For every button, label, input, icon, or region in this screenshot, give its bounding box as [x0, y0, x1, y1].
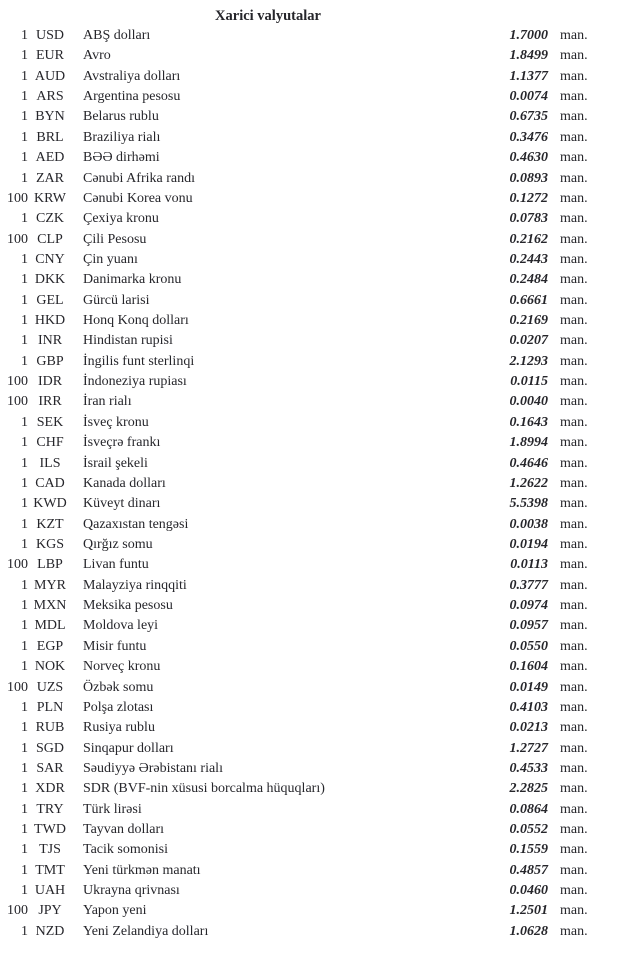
currency-code-cell: USD	[35, 28, 64, 43]
quantity-cell: 1	[21, 455, 28, 471]
rate-value-cell: 0.0974	[509, 598, 548, 614]
quantity-cell: 1	[21, 414, 28, 430]
rate-value-cell: 0.4857	[509, 862, 548, 878]
rate-value-cell: 0.0552	[509, 822, 548, 838]
rate-value-cell: 0.2169	[509, 313, 548, 329]
currency-code-cell: PLN	[36, 699, 64, 715]
currency-code-cell: CHF	[36, 435, 64, 451]
unit-label-cell: man.	[560, 659, 588, 675]
quantity-cell: 100	[7, 394, 28, 410]
currency-name-cell: Tacik somonisi	[83, 842, 168, 858]
quantity-cell: 100	[7, 679, 28, 695]
currency-code-cell: TMT	[35, 862, 65, 878]
currency-code-cell: RUB	[35, 720, 65, 736]
currency-row	[0, 128, 620, 148]
currency-code-cell: BRL	[36, 129, 64, 145]
quantity-cell: 1	[21, 740, 28, 756]
currency-code-cell: INR	[37, 333, 63, 349]
currency-code-cell: GBP	[36, 353, 64, 369]
quantity-cell: 1	[21, 720, 28, 736]
currency-code-cell: CNY	[35, 251, 65, 267]
currency-row	[0, 678, 620, 698]
currency-row	[0, 840, 620, 860]
rate-value-cell: 1.8994	[509, 435, 548, 451]
currency-row	[0, 718, 620, 738]
unit-label-cell: man.	[560, 923, 588, 939]
currency-name-cell: Qazaxıstan tengəsi	[83, 516, 189, 532]
currency-row	[0, 209, 620, 229]
unit-label-cell: man.	[560, 272, 588, 288]
unit-label-cell: man.	[560, 760, 588, 776]
unit-label-cell: man.	[560, 89, 588, 105]
currency-row	[0, 515, 620, 535]
currency-name-cell: Ukrayna qrivnası	[83, 883, 180, 899]
rate-value-cell: 2.2825	[509, 781, 548, 797]
currency-row	[0, 657, 620, 677]
quantity-cell: 1	[21, 618, 28, 634]
currency-row	[0, 596, 620, 616]
quantity-cell: 1	[21, 862, 28, 878]
quantity-cell: 1	[21, 353, 28, 369]
rate-value-cell: 1.0628	[509, 923, 548, 939]
currency-name-cell: Gürcü larisi	[83, 292, 150, 308]
rate-value-cell: 0.2443	[509, 251, 548, 267]
rate-value-cell: 5.5398	[509, 496, 548, 512]
currency-code-cell: NOK	[34, 659, 66, 675]
currency-name-cell: Çexiya kronu	[83, 211, 159, 227]
rate-value-cell: 0.0864	[509, 801, 548, 817]
quantity-cell: 1	[21, 170, 28, 186]
currency-code-cell: CAD	[35, 475, 65, 491]
rate-value-cell: 0.4630	[509, 150, 548, 166]
rate-value-cell: 0.1604	[509, 659, 548, 675]
unit-label-cell: man.	[560, 822, 588, 838]
quantity-cell: 1	[21, 801, 28, 817]
currency-name-cell: Cənubi Afrika randı	[83, 170, 195, 186]
currency-code-cell: CLP	[37, 231, 63, 247]
currency-row	[0, 46, 620, 66]
currency-row	[0, 739, 620, 759]
currency-name-cell: Honq Konq dolları	[83, 313, 189, 329]
unit-label-cell: man.	[560, 496, 588, 512]
currency-row	[0, 352, 620, 372]
rate-value-cell: 0.0038	[509, 516, 548, 532]
quantity-cell: 1	[21, 150, 28, 166]
currency-name-cell: Səudiyyə Ərəbistanı rialı	[83, 760, 223, 776]
quantity-cell: 1	[21, 699, 28, 715]
quantity-cell: 1	[21, 333, 28, 349]
currency-name-cell: Malayziya rinqqiti	[83, 577, 187, 593]
page-title: Xarici valyutalar	[215, 8, 321, 24]
currency-name-cell: İndoneziya rupiası	[83, 374, 187, 390]
unit-label-cell: man.	[560, 435, 588, 451]
currency-name-cell: Danimarka kronu	[83, 272, 182, 288]
currency-name-cell: Yeni türkmən manatı	[83, 862, 201, 878]
quantity-cell: 1	[21, 68, 28, 84]
quantity-cell: 1	[21, 28, 28, 43]
currency-code-cell: EUR	[36, 48, 64, 64]
quantity-cell: 1	[21, 577, 28, 593]
currency-name-cell: Çili Pesosu	[83, 231, 147, 247]
currency-code-cell: KZT	[36, 516, 64, 532]
rate-value-cell: 0.0460	[509, 883, 548, 899]
currency-code-cell: IRR	[38, 394, 62, 410]
currency-row	[0, 26, 620, 46]
currency-code-cell: ZAR	[36, 170, 64, 186]
unit-label-cell: man.	[560, 781, 588, 797]
unit-label-cell: man.	[560, 557, 588, 573]
currency-name-cell: Norveç kronu	[83, 659, 161, 675]
currency-name-cell: İsveç kronu	[83, 414, 149, 430]
rate-value-cell: 1.2501	[509, 903, 548, 919]
currency-code-cell: TJS	[39, 842, 61, 858]
currency-row	[0, 698, 620, 718]
currency-name-cell: Türk lirəsi	[83, 801, 142, 817]
unit-label-cell: man.	[560, 414, 588, 430]
unit-label-cell: man.	[560, 231, 588, 247]
rate-value-cell: 0.0149	[509, 679, 548, 695]
currency-name-cell: Yeni Zelandiya dolları	[83, 923, 209, 939]
currency-name-cell: Misir funtu	[83, 638, 147, 654]
currency-name-cell: Qırğız somu	[83, 536, 153, 552]
quantity-cell: 1	[21, 760, 28, 776]
rate-value-cell: 0.0957	[509, 618, 548, 634]
currency-code-cell: MYR	[34, 577, 66, 593]
quantity-cell: 1	[21, 48, 28, 64]
unit-label-cell: man.	[560, 598, 588, 614]
currency-row	[0, 67, 620, 87]
currency-code-cell: BYN	[35, 109, 65, 125]
currency-row	[0, 576, 620, 596]
rate-value-cell: 0.0115	[510, 374, 548, 390]
rate-value-cell: 0.0893	[509, 170, 548, 186]
currency-code-cell: ARS	[36, 89, 64, 105]
currency-row	[0, 494, 620, 514]
currency-name-cell: İsrail şekeli	[83, 455, 148, 471]
currency-code-cell: MXN	[33, 598, 67, 614]
currency-code-cell: CZK	[36, 211, 64, 227]
currency-code-cell: AUD	[34, 68, 66, 84]
unit-label-cell: man.	[560, 862, 588, 878]
currency-row	[0, 922, 620, 942]
currency-row	[0, 230, 620, 250]
quantity-cell: 1	[21, 435, 28, 451]
currency-name-cell: Hindistan rupisi	[83, 333, 173, 349]
quantity-cell: 1	[21, 842, 28, 858]
unit-label-cell: man.	[560, 109, 588, 125]
unit-label-cell: man.	[560, 699, 588, 715]
currency-row	[0, 311, 620, 331]
unit-label-cell: man.	[560, 842, 588, 858]
rate-value-cell: 0.4533	[509, 760, 548, 776]
currency-name-cell: Kanada dolları	[83, 475, 166, 491]
rate-value-cell: 0.0213	[509, 720, 548, 736]
rate-value-cell: 0.1272	[509, 190, 548, 206]
currency-code-cell: KRW	[34, 190, 66, 206]
currency-name-cell: Çin yuanı	[83, 251, 138, 267]
currency-name-cell: Argentina pesosu	[83, 89, 181, 105]
currency-code-cell: XDR	[35, 781, 65, 797]
currency-row	[0, 372, 620, 392]
unit-label-cell: man.	[560, 679, 588, 695]
unit-label-cell: man.	[560, 801, 588, 817]
currency-row	[0, 291, 620, 311]
unit-label-cell: man.	[560, 455, 588, 471]
currency-code-cell: SGD	[35, 740, 64, 756]
rate-value-cell: 0.2162	[509, 231, 548, 247]
quantity-cell: 1	[21, 883, 28, 899]
unit-label-cell: man.	[560, 720, 588, 736]
currency-code-cell: GEL	[36, 292, 64, 308]
currency-row	[0, 616, 620, 636]
currency-row	[0, 270, 620, 290]
currency-code-cell: NZD	[35, 923, 65, 939]
currency-row	[0, 881, 620, 901]
rate-value-cell: 2.1293	[509, 353, 548, 369]
currency-name-cell: Polşa zlotası	[83, 699, 154, 715]
currency-row	[0, 535, 620, 555]
rate-value-cell: 0.0783	[509, 211, 548, 227]
quantity-cell: 1	[21, 251, 28, 267]
quantity-cell: 100	[7, 190, 28, 206]
currency-name-cell: Sinqapur dolları	[83, 740, 174, 756]
quantity-cell: 1	[21, 598, 28, 614]
unit-label-cell: man.	[560, 28, 588, 43]
currency-row	[0, 474, 620, 494]
currency-row	[0, 250, 620, 270]
currency-code-cell: TRY	[36, 801, 64, 817]
currency-code-cell: MDL	[34, 618, 66, 634]
unit-label-cell: man.	[560, 190, 588, 206]
unit-label-cell: man.	[560, 251, 588, 267]
currency-name-cell: Yapon yeni	[83, 903, 147, 919]
quantity-cell: 1	[21, 822, 28, 838]
rate-value-cell: 0.0550	[509, 638, 548, 654]
unit-label-cell: man.	[560, 129, 588, 145]
quantity-cell: 1	[21, 109, 28, 125]
quantity-cell: 1	[21, 129, 28, 145]
currency-row	[0, 901, 620, 921]
unit-label-cell: man.	[560, 68, 588, 84]
unit-label-cell: man.	[560, 394, 588, 410]
currency-code-cell: SEK	[36, 414, 64, 430]
currency-name-cell: İran rialı	[83, 394, 132, 410]
currency-row	[0, 107, 620, 127]
quantity-cell: 1	[21, 89, 28, 105]
unit-label-cell: man.	[560, 577, 588, 593]
currency-code-cell: EGP	[36, 638, 64, 654]
quantity-cell: 1	[21, 536, 28, 552]
currency-name-cell: Avro	[83, 48, 111, 64]
unit-label-cell: man.	[560, 170, 588, 186]
currency-code-cell: HKD	[34, 313, 66, 329]
currency-code-cell: KGS	[35, 536, 64, 552]
currency-code-cell: AED	[35, 150, 65, 166]
currency-name-cell: Livan funtu	[83, 557, 149, 573]
currency-row	[0, 800, 620, 820]
quantity-cell: 1	[21, 659, 28, 675]
rate-value-cell: 0.3777	[509, 577, 548, 593]
rate-value-cell: 0.4646	[509, 455, 548, 471]
unit-label-cell: man.	[560, 150, 588, 166]
quantity-cell: 1	[21, 211, 28, 227]
currency-name-cell: Küveyt dinarı	[83, 496, 161, 512]
currency-name-cell: Belarus rublu	[83, 109, 159, 125]
currency-name-cell: Braziliya rialı	[83, 129, 161, 145]
rate-value-cell: 0.0040	[509, 394, 548, 410]
currency-row	[0, 555, 620, 575]
unit-label-cell: man.	[560, 374, 588, 390]
quantity-cell: 1	[21, 496, 28, 512]
currency-code-cell: LBP	[37, 557, 63, 573]
currency-name-cell: İsveçrə frankı	[83, 435, 161, 451]
currency-code-cell: JPY	[38, 903, 62, 919]
currency-row	[0, 189, 620, 209]
currency-name-cell: Tayvan dolları	[83, 822, 165, 838]
currency-row	[0, 637, 620, 657]
unit-label-cell: man.	[560, 516, 588, 532]
rate-value-cell: 0.1559	[509, 842, 548, 858]
quantity-cell: 1	[21, 272, 28, 288]
quantity-cell: 1	[21, 638, 28, 654]
quantity-cell: 100	[7, 374, 28, 390]
rate-value-cell: 1.7000	[509, 28, 548, 43]
rate-value-cell: 0.3476	[509, 129, 548, 145]
quantity-cell: 1	[21, 781, 28, 797]
quantity-cell: 1	[21, 292, 28, 308]
currency-name-cell: SDR (BVF-nin xüsusi borcalma hüquqları)	[83, 781, 325, 797]
currency-row	[0, 392, 620, 412]
rate-value-cell: 0.4103	[509, 699, 548, 715]
unit-label-cell: man.	[560, 475, 588, 491]
unit-label-cell: man.	[560, 618, 588, 634]
currency-name-cell: Özbək somu	[83, 679, 154, 695]
currency-row	[0, 87, 620, 107]
unit-label-cell: man.	[560, 292, 588, 308]
currency-name-cell: Cənubi Korea vonu	[83, 190, 193, 206]
currency-row	[0, 331, 620, 351]
rate-value-cell: 0.2484	[509, 272, 548, 288]
unit-label-cell: man.	[560, 638, 588, 654]
currency-code-cell: DKK	[34, 272, 66, 288]
currency-row	[0, 169, 620, 189]
quantity-cell: 1	[21, 313, 28, 329]
rate-value-cell: 0.0194	[509, 536, 548, 552]
currency-code-cell: ILS	[39, 455, 61, 471]
currency-row	[0, 454, 620, 474]
currency-name-cell: Moldova leyi	[83, 618, 159, 634]
currency-row	[0, 413, 620, 433]
currency-row	[0, 779, 620, 799]
currency-name-cell: BƏƏ dirhəmi	[83, 150, 160, 166]
rate-value-cell: 0.0207	[509, 333, 548, 349]
currency-name-cell: ABŞ dolları	[83, 28, 151, 43]
currency-code-cell: TWD	[34, 822, 66, 838]
exchange-rates-table	[0, 26, 620, 942]
rate-value-cell: 1.2622	[509, 475, 548, 491]
quantity-cell: 1	[21, 475, 28, 491]
rate-value-cell: 0.0074	[509, 89, 548, 105]
quantity-cell: 1	[21, 923, 28, 939]
unit-label-cell: man.	[560, 903, 588, 919]
rate-value-cell: 0.6735	[509, 109, 548, 125]
currency-name-cell: Meksika pesosu	[83, 598, 173, 614]
currency-row	[0, 148, 620, 168]
currency-name-cell: Avstraliya dolları	[83, 68, 181, 84]
unit-label-cell: man.	[560, 536, 588, 552]
currency-code-cell: KWD	[33, 496, 67, 512]
unit-label-cell: man.	[560, 211, 588, 227]
rate-value-cell: 1.8499	[509, 48, 548, 64]
currency-code-cell: UZS	[36, 679, 64, 695]
currency-code-cell: SAR	[36, 760, 64, 776]
unit-label-cell: man.	[560, 353, 588, 369]
rate-value-cell: 1.1377	[509, 68, 548, 84]
quantity-cell: 100	[7, 557, 28, 573]
quantity-cell: 1	[21, 516, 28, 532]
unit-label-cell: man.	[560, 48, 588, 64]
quantity-cell: 100	[7, 903, 28, 919]
currency-code-cell: UAH	[34, 883, 66, 899]
rate-value-cell: 0.6661	[509, 292, 548, 308]
currency-name-cell: Rusiya rublu	[83, 720, 155, 736]
unit-label-cell: man.	[560, 740, 588, 756]
currency-row	[0, 820, 620, 840]
quantity-cell: 100	[7, 231, 28, 247]
rate-value-cell: 0.0113	[510, 557, 548, 573]
currency-row	[0, 759, 620, 779]
unit-label-cell: man.	[560, 883, 588, 899]
currency-code-cell: IDR	[37, 374, 63, 390]
currency-name-cell: İngilis funt sterlinqi	[83, 353, 195, 369]
unit-label-cell: man.	[560, 333, 588, 349]
currency-row	[0, 433, 620, 453]
rate-value-cell: 0.1643	[509, 414, 548, 430]
unit-label-cell: man.	[560, 313, 588, 329]
rate-value-cell: 1.2727	[509, 740, 548, 756]
currency-row	[0, 861, 620, 881]
